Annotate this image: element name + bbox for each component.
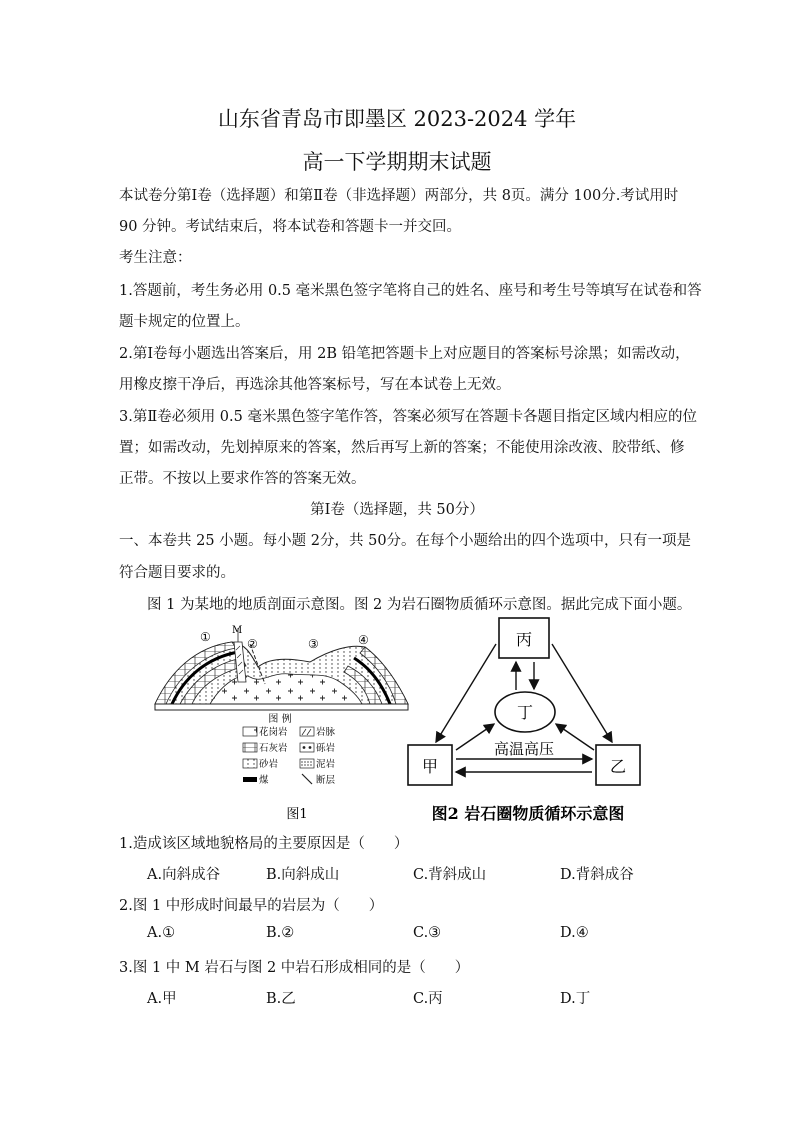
legend-sandstone: 砂岩	[259, 759, 279, 770]
question-3-option-b[interactable]: B.乙	[266, 991, 296, 1007]
fig1-caption: 图1	[286, 807, 308, 822]
notice-item-3: 3.第Ⅱ卷必须用 0.5 毫米黑色签字笔作答，答案必须写在答题卡各题目指定区域内相应的位	[119, 409, 697, 425]
question-1-option-d[interactable]: D.背斜成谷	[560, 867, 634, 883]
figure-2-rock-cycle	[400, 612, 670, 827]
intro-line: 本试卷分第Ⅰ卷（选择题）和第Ⅱ卷（非选择题）两部分，共 8页。满分 100分.考试用时	[119, 188, 679, 204]
section-intro: 一、本卷共 25 小题。每小题 2分，共 50分。在每个小题给出的四个选项中，只有一项是	[119, 533, 692, 549]
question-2-option-b[interactable]: B.②	[266, 925, 295, 941]
question-2-option-a[interactable]: A.①	[147, 925, 176, 941]
figure-1-cross-section	[150, 622, 410, 827]
node-yi-label: 乙	[609, 757, 627, 776]
legend-limestone: 石灰岩	[259, 743, 288, 754]
node-ding-label: 丁	[516, 703, 534, 722]
fig1-label-4: ④	[358, 633, 369, 647]
node-jia-label: 甲	[421, 757, 439, 776]
fig1-label-m: M	[232, 625, 243, 636]
question-2-option-c[interactable]: C.③	[413, 925, 442, 941]
fig2-caption: 图2 岩石圈物质循环示意图	[431, 804, 625, 823]
notice-item-1: 1.答题前，考生务必用 0.5 毫米黑色签字笔将自己的姓名、座号和考生号等填写在试卷和答	[119, 283, 702, 299]
question-1-option-b[interactable]: B.向斜成山	[266, 867, 340, 883]
legend-dike: 岩脉	[316, 727, 336, 738]
section-title: 第Ⅰ卷（选择题，共 50分）	[310, 502, 484, 518]
question-stem-group: 图 1 为某地的地质剖面示意图。图 2 为岩石圈物质循环示意图。据此完成下面小题。	[147, 597, 692, 613]
question-1-option-c[interactable]: C.背斜成山	[413, 867, 487, 883]
legend-coal: 煤	[259, 775, 269, 786]
question-3-option-c[interactable]: C.丙	[413, 991, 443, 1007]
fig1-legend	[243, 726, 336, 786]
notice-item-3-cont: 置；如需改动，先划掉原来的答案，然后再写上新的答案；不能使用涂改液、胶带纸、修	[119, 440, 685, 456]
node-bing-label: 丙	[515, 630, 533, 649]
question-1-stem: 1.造成该区域地貌格局的主要原因是（ ）	[119, 836, 409, 852]
question-3-stem: 3.图 1 中 M 岩石与图 2 中岩石形成相同的是（ ）	[119, 960, 470, 976]
notice-item-2-cont: 用橡皮擦干净后，再选涂其他答案标号，写在本试卷上无效。	[119, 377, 511, 393]
page-title: 山东省青岛市即墨区 2023-2024 学年	[217, 107, 577, 131]
fig1-label-1: ①	[200, 630, 211, 644]
legend-granite: 花岗岩	[259, 727, 288, 738]
question-1-option-a[interactable]: A.向斜成谷	[147, 867, 221, 883]
intro-line: 90 分钟。考试结束后，将本试卷和答题卡一并交回。	[119, 219, 462, 235]
notice-item-3-cont: 正带。不按以上要求作答的答案无效。	[119, 471, 366, 487]
question-3-option-a[interactable]: A.甲	[147, 991, 177, 1007]
legend-mudstone: 泥岩	[316, 759, 336, 770]
legend-conglomerate: 砾岩	[316, 743, 336, 754]
question-2-option-d[interactable]: D.④	[560, 925, 589, 941]
question-3-option-d[interactable]: D.丁	[560, 991, 591, 1007]
notice-item-2: 2.第Ⅰ卷每小题选出答案后，用 2B 铅笔把答题卡上对应题目的答案标号涂黑；如需改动，	[119, 346, 690, 362]
notice-item-1-cont: 题卡规定的位置上。	[119, 314, 250, 330]
fig1-label-2: ②	[247, 637, 258, 651]
section-intro-cont: 符合题目要求的。	[119, 565, 235, 581]
notice-heading: 考生注意：	[119, 250, 192, 266]
arrow-label-high-temp-pressure: 高温高压	[493, 740, 555, 758]
fig1-legend-title: 图 例	[268, 714, 292, 725]
fig1-label-3: ③	[308, 637, 319, 651]
question-2-stem: 2.图 1 中形成时间最早的岩层为（ ）	[119, 898, 384, 914]
page-subtitle: 高一下学期期末试题	[302, 150, 492, 174]
legend-fault: 断层	[316, 775, 336, 786]
